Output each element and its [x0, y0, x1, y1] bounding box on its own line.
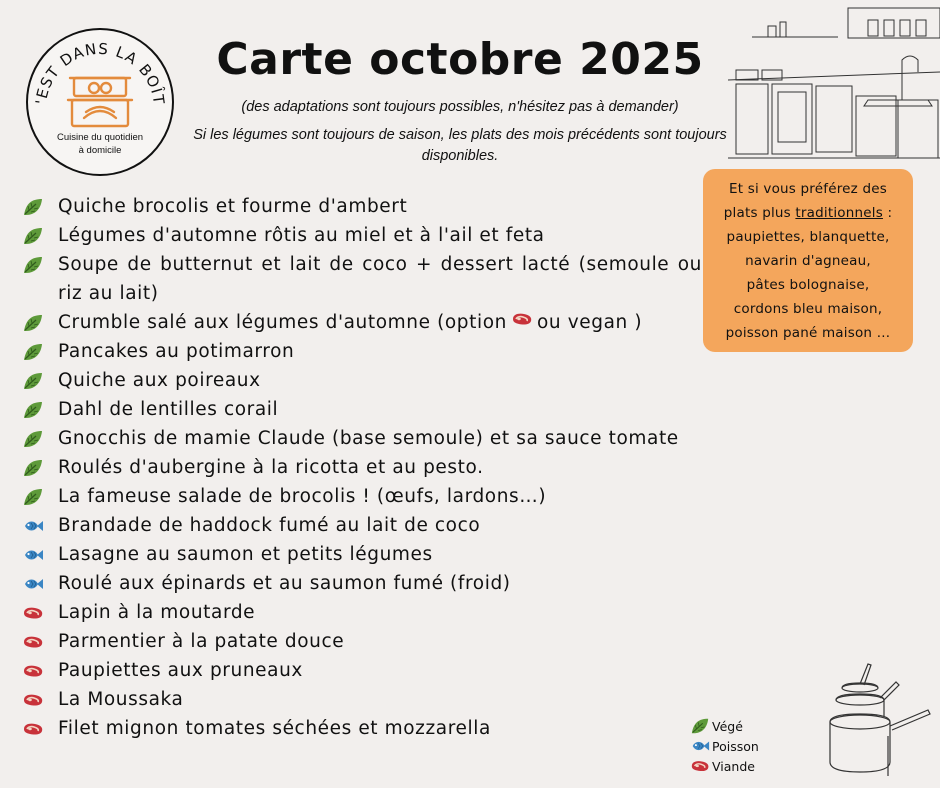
menu-item-text: Roulés d'aubergine à la ricotta et au pesto.	[58, 457, 484, 478]
fish-icon	[690, 737, 710, 755]
menu-item-text: Brandade de haddock fumé au lait de coco	[58, 515, 481, 536]
menu-item	[22, 308, 702, 337]
menu-item	[22, 656, 702, 685]
menu-item	[22, 250, 702, 308]
legend	[690, 716, 759, 776]
menu-item-text: Paupiettes aux pruneaux	[58, 660, 303, 681]
leaf-icon	[22, 192, 48, 221]
logo-tagline-1: Cuisine du quotidien	[56, 132, 144, 143]
box-line-2-underlined: traditionnels	[795, 205, 883, 221]
legend-item-fish	[690, 736, 759, 756]
box-line-5: pâtes bolognaise,	[746, 277, 870, 293]
menu-item	[22, 337, 702, 366]
legend-label: Poisson	[712, 738, 759, 754]
leaf-icon	[22, 337, 48, 366]
logo-arc-text: 'EST DANS LA BOÎT	[32, 39, 169, 107]
menu-item-text: La Moussaka	[58, 689, 184, 710]
leaf-icon	[22, 424, 48, 453]
menu-item	[22, 598, 702, 627]
leaf-icon	[690, 716, 710, 736]
leaf-icon	[22, 453, 48, 482]
pots-illustration	[820, 660, 932, 778]
steak-icon	[22, 627, 48, 656]
menu-item	[22, 395, 702, 424]
menu-item-text: La fameuse salade de brocolis ! (œufs, lardons…)	[58, 486, 547, 507]
fish-icon	[22, 569, 48, 598]
fish-icon	[22, 511, 48, 540]
menu-item-text: Lasagne au saumon et petits légumes	[58, 544, 433, 565]
menu-item-text: Légumes d'automne rôtis au miel et à l'ail et feta	[58, 225, 545, 246]
steak-icon	[690, 757, 710, 775]
menu-item-text: Parmentier à la patate douce	[58, 631, 345, 652]
leaf-icon	[22, 482, 48, 511]
menu-item	[22, 424, 702, 453]
menu-item-text-after: ou vegan )	[536, 312, 643, 333]
fish-icon	[22, 540, 48, 569]
menu-item	[22, 569, 702, 598]
menu-item-text-before: Crumble salé aux légumes d'automne (option	[58, 312, 507, 333]
steak-icon	[22, 598, 48, 627]
box-line-4: navarin d'agneau,	[745, 253, 871, 269]
menu-item-text: Quiche aux poireaux	[58, 370, 261, 391]
box-line-7: poisson pané maison …	[725, 325, 891, 341]
box-line-3: paupiettes, blanquette,	[726, 229, 890, 245]
menu-item	[22, 482, 702, 511]
menu-item	[22, 540, 702, 569]
menu-item-text: Gnocchis de mamie Claude (base semoule) et sa sauce tomate	[58, 428, 679, 449]
menu-item-text: Quiche brocolis et fourme d'ambert	[58, 196, 408, 217]
menu-item	[22, 221, 702, 250]
steak-icon	[511, 308, 533, 337]
steak-icon	[22, 714, 48, 743]
menu-item-text: Lapin à la moutarde	[58, 602, 256, 623]
menu-list	[22, 192, 702, 743]
brand-logo	[24, 26, 176, 178]
box-line-2-b: :	[887, 205, 893, 221]
traditional-dishes-box	[703, 169, 913, 352]
steak-icon	[22, 685, 48, 714]
leaf-icon	[22, 366, 48, 395]
menu-item	[22, 192, 702, 221]
leaf-icon	[22, 308, 48, 337]
menu-item-text: Soupe de butternut et lait de coco + dessert lacté (semoule ou riz au lait)	[58, 254, 702, 304]
menu-item	[22, 453, 702, 482]
box-line-2-a: plats plus	[723, 205, 791, 221]
menu-item-text: Dahl de lentilles corail	[58, 399, 279, 420]
menu-item-text: Pancakes au potimarron	[58, 341, 295, 362]
menu-item	[22, 511, 702, 540]
kitchen-illustration	[728, 0, 940, 165]
subtitle-adaptations: (des adaptations sont toujours possibles, n'hésitez pas à demander)	[241, 99, 679, 115]
legend-item-vege	[690, 716, 759, 736]
steak-icon	[22, 656, 48, 685]
legend-label: Végé	[712, 718, 743, 734]
logo-tagline-2: à domicile	[78, 145, 122, 156]
legend-item-meat	[690, 756, 759, 776]
leaf-icon	[22, 395, 48, 424]
legend-label: Viande	[712, 758, 755, 774]
page-title: Carte octobre 2025	[216, 34, 704, 85]
box-line-1: Et si vous préférez des	[729, 181, 887, 197]
menu-item-text: Filet mignon tomates séchées et mozzarella	[58, 718, 491, 739]
menu-item	[22, 714, 702, 743]
menu-item-text: Roulé aux épinards et au saumon fumé (froid)	[58, 573, 511, 594]
leaf-icon	[22, 221, 48, 250]
leaf-icon	[22, 250, 48, 279]
subtitle-season: Si les légumes sont toujours de saison, les plats des mois précédents sont toujours disponibles.	[193, 127, 727, 164]
box-line-2	[709, 201, 907, 225]
menu-item	[22, 627, 702, 656]
menu-item	[22, 366, 702, 395]
menu-item	[22, 685, 702, 714]
box-line-6: cordons bleu maison,	[733, 301, 883, 317]
